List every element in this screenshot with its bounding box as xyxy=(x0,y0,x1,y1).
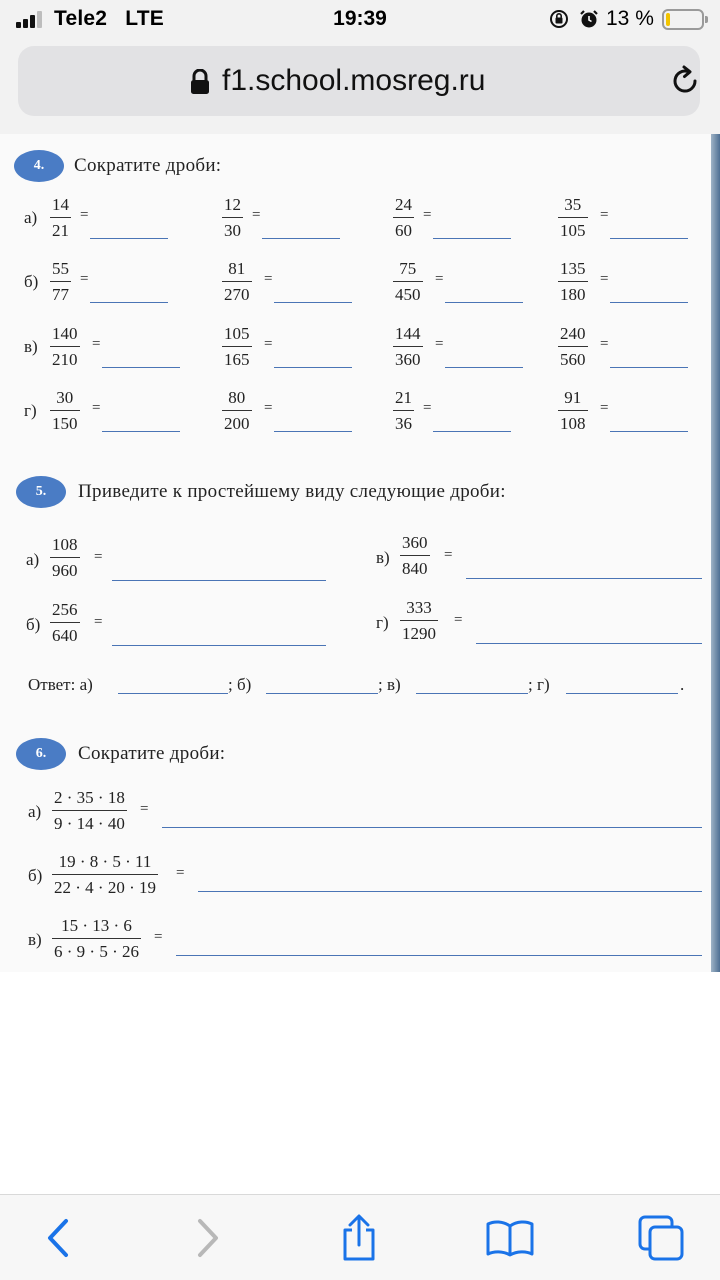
fraction xyxy=(558,260,588,303)
task-number-badge: 4. xyxy=(14,150,64,182)
fraction xyxy=(52,917,141,960)
fraction xyxy=(50,389,80,432)
denominator: 150 xyxy=(50,410,80,432)
task-title: Сократите дроби: xyxy=(78,743,226,764)
battery-icon xyxy=(662,9,704,30)
numerator: 15 · 13 · 6 xyxy=(61,916,132,935)
equals-sign: = xyxy=(140,801,149,817)
denominator: 22 · 4 · 20 · 19 xyxy=(52,874,158,896)
item-label: а) xyxy=(26,550,40,569)
answer-line xyxy=(274,302,352,303)
fraction xyxy=(222,389,252,432)
answer-line xyxy=(433,238,511,239)
answer-separator: ; в) xyxy=(378,675,401,694)
forward-button[interactable] xyxy=(182,1213,232,1263)
equals-sign: = xyxy=(600,271,609,287)
answer-line xyxy=(476,643,702,644)
equals-sign: = xyxy=(94,549,103,565)
item-label: в) xyxy=(24,337,38,356)
bookmarks-icon xyxy=(485,1218,535,1258)
answer-line xyxy=(274,431,352,432)
task-title: Сократите дроби: xyxy=(74,155,222,176)
answer-line xyxy=(610,367,688,368)
fraction xyxy=(393,389,414,432)
battery-percent: 13 % xyxy=(606,7,654,30)
answer-line xyxy=(266,693,378,694)
numerator: 256 xyxy=(52,600,78,619)
denominator: 200 xyxy=(222,410,252,432)
denominator: 180 xyxy=(558,281,588,303)
denominator: 360 xyxy=(393,346,423,368)
numerator: 19 · 8 · 5 · 11 xyxy=(58,852,152,871)
task-number-badge: 5. xyxy=(16,476,66,508)
answer-line xyxy=(610,302,688,303)
numerator: 24 xyxy=(395,195,412,214)
status-time: 19:39 xyxy=(333,7,387,30)
fraction xyxy=(50,260,71,303)
denominator: 960 xyxy=(50,557,80,579)
carrier-label: Tele2 LTE xyxy=(54,7,164,30)
answer-separator: ; б) xyxy=(228,675,252,694)
equals-sign: = xyxy=(94,614,103,630)
numerator: 81 xyxy=(228,259,246,278)
fraction xyxy=(393,196,414,239)
url-text: f1.school.mosreg.ru xyxy=(222,64,486,97)
orientation-lock-icon xyxy=(548,8,570,30)
back-icon xyxy=(44,1218,74,1258)
numerator: 140 xyxy=(52,324,78,343)
browser-top-bar xyxy=(0,40,720,134)
tabs-icon xyxy=(637,1214,685,1262)
forward-icon xyxy=(192,1218,222,1258)
equals-sign: = xyxy=(80,271,89,287)
numerator: 35 xyxy=(564,195,582,214)
back-button[interactable] xyxy=(34,1213,84,1263)
denominator: 450 xyxy=(393,281,423,303)
answer-line xyxy=(445,302,523,303)
denominator: 165 xyxy=(222,346,252,368)
equals-sign: = xyxy=(423,400,432,416)
denominator: 9 · 14 · 40 xyxy=(52,810,127,832)
denominator: 840 xyxy=(400,555,430,577)
numerator: 12 xyxy=(224,195,241,214)
denominator: 108 xyxy=(558,410,588,432)
answer-line xyxy=(274,367,352,368)
numerator: 80 xyxy=(228,388,246,407)
answer-line xyxy=(610,431,688,432)
denominator: 6 · 9 · 5 · 26 xyxy=(52,938,141,960)
page-edge xyxy=(711,134,720,972)
answer-line xyxy=(162,827,702,828)
answer-line xyxy=(466,578,702,579)
fraction xyxy=(222,325,252,368)
numerator: 21 xyxy=(395,388,412,407)
answer-line xyxy=(433,431,511,432)
numerator: 2 · 35 · 18 xyxy=(54,788,125,807)
answer-line xyxy=(90,238,168,239)
equals-sign: = xyxy=(264,400,273,416)
answer-line xyxy=(112,645,326,646)
item-label: б) xyxy=(24,272,39,291)
share-button[interactable] xyxy=(334,1213,384,1263)
equals-sign: = xyxy=(600,400,609,416)
equals-sign: = xyxy=(435,336,444,352)
numerator: 105 xyxy=(224,324,250,343)
lock-icon xyxy=(190,69,210,95)
numerator: 91 xyxy=(564,388,582,407)
numerator: 75 xyxy=(399,259,417,278)
item-label: а) xyxy=(28,802,42,821)
blank-area xyxy=(0,972,720,1194)
answer-line xyxy=(176,955,702,956)
status-bar xyxy=(0,0,720,40)
fraction xyxy=(400,534,430,577)
answer-line xyxy=(198,891,702,892)
denominator: 21 xyxy=(50,217,71,239)
equals-sign: = xyxy=(600,207,609,223)
answer-separator: ; г) xyxy=(528,675,550,694)
equals-sign: = xyxy=(264,271,273,287)
fraction xyxy=(393,260,423,303)
task-number-badge: 6. xyxy=(16,738,66,770)
bookmarks-button[interactable] xyxy=(485,1213,535,1263)
network-type: LTE xyxy=(125,7,164,30)
fraction xyxy=(222,196,243,239)
denominator: 1290 xyxy=(400,620,438,642)
denominator: 560 xyxy=(558,346,588,368)
fraction xyxy=(400,599,438,642)
numerator: 135 xyxy=(560,259,586,278)
fraction xyxy=(50,601,80,644)
equals-sign: = xyxy=(92,400,101,416)
denominator: 77 xyxy=(50,281,71,303)
denominator: 36 xyxy=(393,410,414,432)
answer-line xyxy=(262,238,340,239)
signal-icon xyxy=(16,10,46,28)
equals-sign: = xyxy=(92,336,101,352)
numerator: 30 xyxy=(56,388,74,407)
answer-end: . xyxy=(680,675,685,694)
fraction xyxy=(558,196,588,239)
reload-icon[interactable] xyxy=(668,64,702,98)
answer-line xyxy=(610,238,688,239)
share-icon xyxy=(337,1214,381,1262)
item-label: б) xyxy=(28,866,43,885)
alarm-icon xyxy=(578,8,600,30)
numerator: 360 xyxy=(402,533,428,552)
denominator: 105 xyxy=(558,217,588,239)
denominator: 60 xyxy=(393,217,414,239)
equals-sign: = xyxy=(264,336,273,352)
browser-toolbar xyxy=(0,1194,720,1280)
numerator: 333 xyxy=(406,598,432,617)
equals-sign: = xyxy=(454,612,463,628)
numerator: 14 xyxy=(52,195,69,214)
answer-line xyxy=(90,302,168,303)
equals-sign: = xyxy=(444,547,453,563)
answer-line xyxy=(112,580,326,581)
fraction xyxy=(50,196,71,239)
item-label: г) xyxy=(376,613,389,632)
fraction xyxy=(558,325,588,368)
item-label: в) xyxy=(28,930,42,949)
item-label: в) xyxy=(376,548,390,567)
equals-sign: = xyxy=(423,207,432,223)
numerator: 144 xyxy=(395,324,421,343)
item-label: а) xyxy=(24,208,38,227)
answer-line xyxy=(416,693,528,694)
address-bar[interactable] xyxy=(18,46,700,116)
numerator: 240 xyxy=(560,324,586,343)
answer-label: Ответ: а) xyxy=(28,675,93,694)
answer-line xyxy=(118,693,228,694)
item-label: б) xyxy=(26,615,41,634)
fraction xyxy=(393,325,423,368)
numerator: 55 xyxy=(52,259,69,278)
equals-sign: = xyxy=(600,336,609,352)
fraction xyxy=(52,853,158,896)
fraction xyxy=(52,789,127,832)
answer-line xyxy=(102,367,180,368)
fraction xyxy=(222,260,252,303)
item-label: г) xyxy=(24,401,37,420)
equals-sign: = xyxy=(435,271,444,287)
answer-line xyxy=(102,431,180,432)
equals-sign: = xyxy=(154,929,163,945)
battery-level xyxy=(666,13,670,26)
worksheet-image xyxy=(0,134,720,972)
equals-sign: = xyxy=(80,207,89,223)
numerator: 108 xyxy=(52,535,78,554)
equals-sign: = xyxy=(252,207,261,223)
denominator: 640 xyxy=(50,622,80,644)
denominator: 210 xyxy=(50,346,80,368)
answer-line xyxy=(445,367,523,368)
task-title: Приведите к простейшему виду следующие дроби: xyxy=(78,481,506,502)
fraction xyxy=(50,536,80,579)
tabs-button[interactable] xyxy=(636,1213,686,1263)
denominator: 30 xyxy=(222,217,243,239)
fraction xyxy=(50,325,80,368)
fraction xyxy=(558,389,588,432)
denominator: 270 xyxy=(222,281,252,303)
equals-sign: = xyxy=(176,865,185,881)
answer-line xyxy=(566,693,678,694)
